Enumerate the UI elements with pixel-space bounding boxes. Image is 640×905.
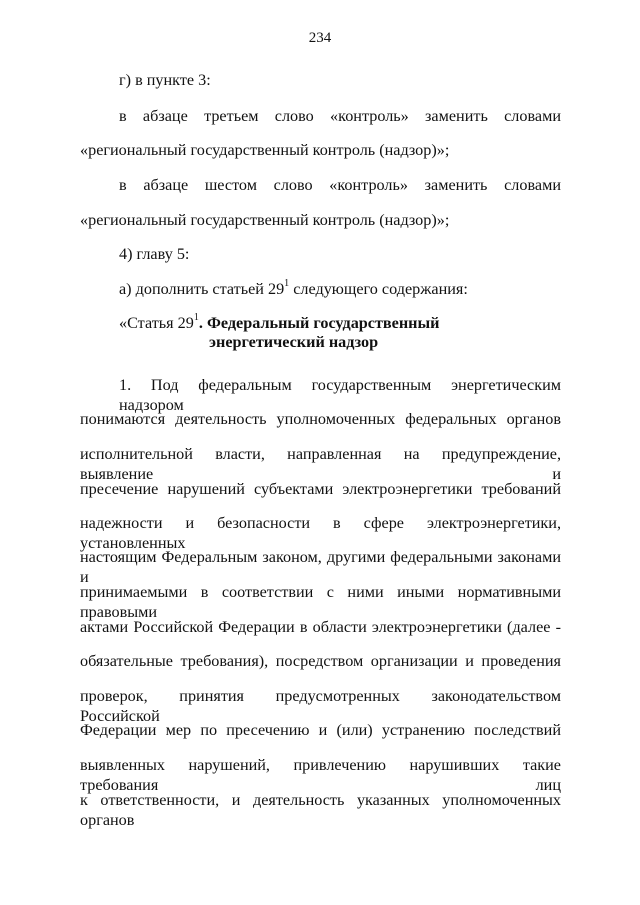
body-line-6: настоящим Федеральным законом, другими федеральными законами и bbox=[80, 548, 561, 586]
body-line-12: выявленных нарушений, привлечению нарушивших такие требования лиц bbox=[80, 756, 561, 794]
text-line-add-article bbox=[119, 279, 468, 299]
body-line-10: проверок, принятия предусмотренных законодательством Российской bbox=[80, 687, 561, 725]
body-line-11: Федерации мер по пресечению и (или) устранению последствий bbox=[80, 721, 561, 739]
article-superscript: 1 bbox=[193, 311, 199, 323]
article-label: «Статья 29 bbox=[119, 314, 194, 332]
add-article-superscript: 1 bbox=[284, 277, 290, 289]
page-number: 234 bbox=[308, 30, 332, 46]
article-heading bbox=[119, 311, 440, 351]
article-title-line-1: Федеральный государственный bbox=[206, 314, 440, 332]
body-line-3: исполнительной власти, направленная на предупреждение, выявление и bbox=[80, 445, 561, 483]
article-prefix bbox=[119, 313, 203, 333]
text-line-paragraph-third: в абзаце третьем слово «контроль» заменить словами bbox=[119, 107, 561, 125]
body-line-4: пресечение нарушений субъектами электроэнергетики требований bbox=[80, 480, 561, 498]
body-line-2: понимаются деятельность уполномоченных федеральных органов bbox=[80, 410, 561, 428]
text-line-subitem-g: г) в пункте 3: bbox=[119, 71, 211, 89]
text-line-regional-control-1: «региональный государственный контроль (надзор)»; bbox=[80, 141, 450, 159]
body-line-7: принимаемыми в соответствии с ними иными нормативными правовыми bbox=[80, 583, 561, 621]
body-line-5: надежности и безопасности в сфере электроэнергетики, установленных bbox=[80, 514, 561, 552]
text-line-regional-control-2: «региональный государственный контроль (надзор)»; bbox=[80, 211, 450, 229]
article-dot: . bbox=[198, 314, 203, 332]
text-line-chapter-5: 4) главу 5: bbox=[119, 245, 190, 263]
body-line-8: актами Российской Федерации в области электроэнергетики (далее - bbox=[80, 618, 561, 636]
add-article-text-end: следующего содержания: bbox=[289, 280, 468, 298]
add-article-text: а) дополнить статьей 29 bbox=[119, 280, 285, 298]
body-line-13: к ответственности, и деятельность указанных уполномоченных органов bbox=[80, 791, 561, 829]
article-title-line-2: энергетический надзор bbox=[209, 333, 379, 351]
body-line-9: обязательные требования), посредством организации и проведения bbox=[80, 652, 561, 670]
body-line-1: 1. Под федеральным государственным энергетическим надзором bbox=[119, 376, 561, 414]
text-line-paragraph-sixth: в абзаце шестом слово «контроль» заменить словами bbox=[119, 176, 561, 194]
